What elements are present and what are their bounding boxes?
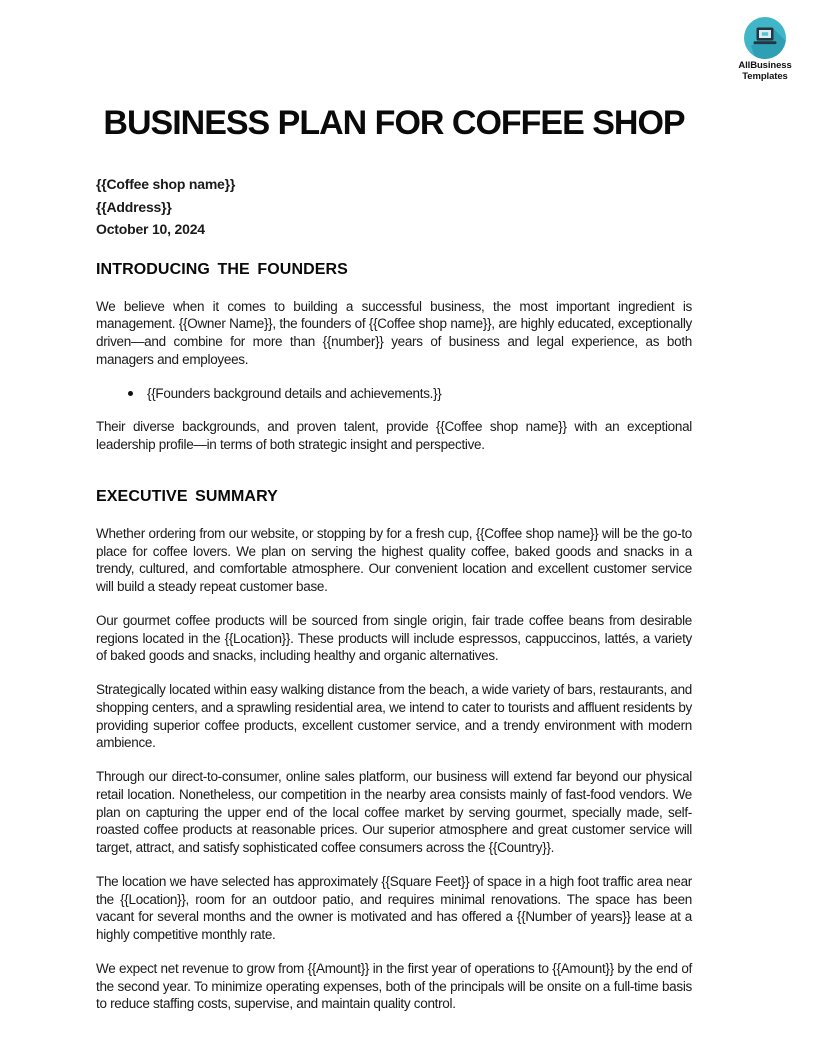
shop-name-placeholder: {{Coffee shop name}} xyxy=(96,176,236,192)
logo-brand-line2: Templates xyxy=(742,70,788,82)
document-date: October 10, 2024 xyxy=(96,221,205,237)
summary-paragraph-1: Whether ordering from our website, or stopping by for a fresh cup, {{Coffee shop name}} will be the go-to place for coffee lovers. We plan on serving the highest quality coffee, baked goods and snacks in a trendy, cultured, and comfortable atmosphere. Our convenient location and excellent customer service will build a steady repeat customer base. xyxy=(96,525,692,594)
summary-paragraph-6: We expect net revenue to grow from {{Amount}} in the first year of operations to {{Amount}} by the end of the second year. To minimize operating expenses, both of the principals will be onsite on a full-time basis to reduce staffing costs, supervise, and maintain quality control. xyxy=(96,960,692,1012)
summary-paragraph-5: The location we have selected has approximately {{Square Feet}} of space in a high foot traffic area near the {{Location}}, room for an outdoor patio, and requires minimal renovations. The space has been vacant for several months and the owner is motivated and has offered a {{Number of years}} lease at a highly competitive monthly rate. xyxy=(96,873,692,942)
logo-brand-line1: AllBusiness xyxy=(738,60,792,71)
bullet-icon xyxy=(128,391,133,396)
section-heading-executive-summary: EXECUTIVE SUMMARY xyxy=(96,487,278,505)
intro-paragraph-2: Their diverse backgrounds, and proven talent, provide {{Coffee shop name}} with an exceptional leadership profile—in terms of both strategic insight and perspective. xyxy=(96,419,692,452)
intro-paragraph-1: We believe when it comes to building a successful business, the most important ingredient is management. {{Owner Name}}, the founders of {{Coffee shop name}}, are highly educated, exceptionally driven—and combine for more than {{number}} years of business and legal experience, as both managers and employees. xyxy=(96,298,692,367)
allbusiness-logo xyxy=(734,16,796,82)
section-heading-introducing-the-founders: INTRODUCING THE FOUNDERS xyxy=(96,260,348,278)
logo-brand-text xyxy=(734,61,796,82)
document-content xyxy=(96,104,692,1013)
summary-paragraph-2: Our gourmet coffee products will be sourced from single origin, fair trade coffee beans from desirable regions located in the {{Location}}. These products will include espressos, cappuccinos, lattés, a variety of baked goods and snacks, including healthy and organic alternatives. xyxy=(96,612,692,664)
laptop-icon xyxy=(743,16,787,60)
address-placeholder: {{Address}} xyxy=(96,198,172,215)
bullet-item-text: {{Founders background details and achievements.}} xyxy=(147,385,442,401)
founders-bullet-list xyxy=(96,385,692,403)
document-title: BUSINESS PLAN FOR COFFEE SHOP xyxy=(103,104,685,142)
summary-paragraph-3: Strategically located within easy walking distance from the beach, a wide variety of bars, restaurants, and shopping centers, and a sprawling residential area, we intend to cater to tourists and affluent residents by providing superior coffee products, excellent customer service, and a trendy environment with modern ambience. xyxy=(96,682,692,751)
document-meta-block xyxy=(96,173,692,241)
bullet-item xyxy=(96,385,692,403)
summary-paragraph-4: Through our direct-to-consumer, online sales platform, our business will extend far beyond our physical retail location. Nonetheless, our competition in the nearby area consists mainly of fast-food vendors. We plan on capturing the upper end of the local coffee market by serving gourmet, specially made, self-roasted coffee products at reasonable prices. Our superior atmosphere and great customer service will target, attract, and satisfy sophisticated coffee consumers across the {{Country}}. xyxy=(96,769,692,855)
